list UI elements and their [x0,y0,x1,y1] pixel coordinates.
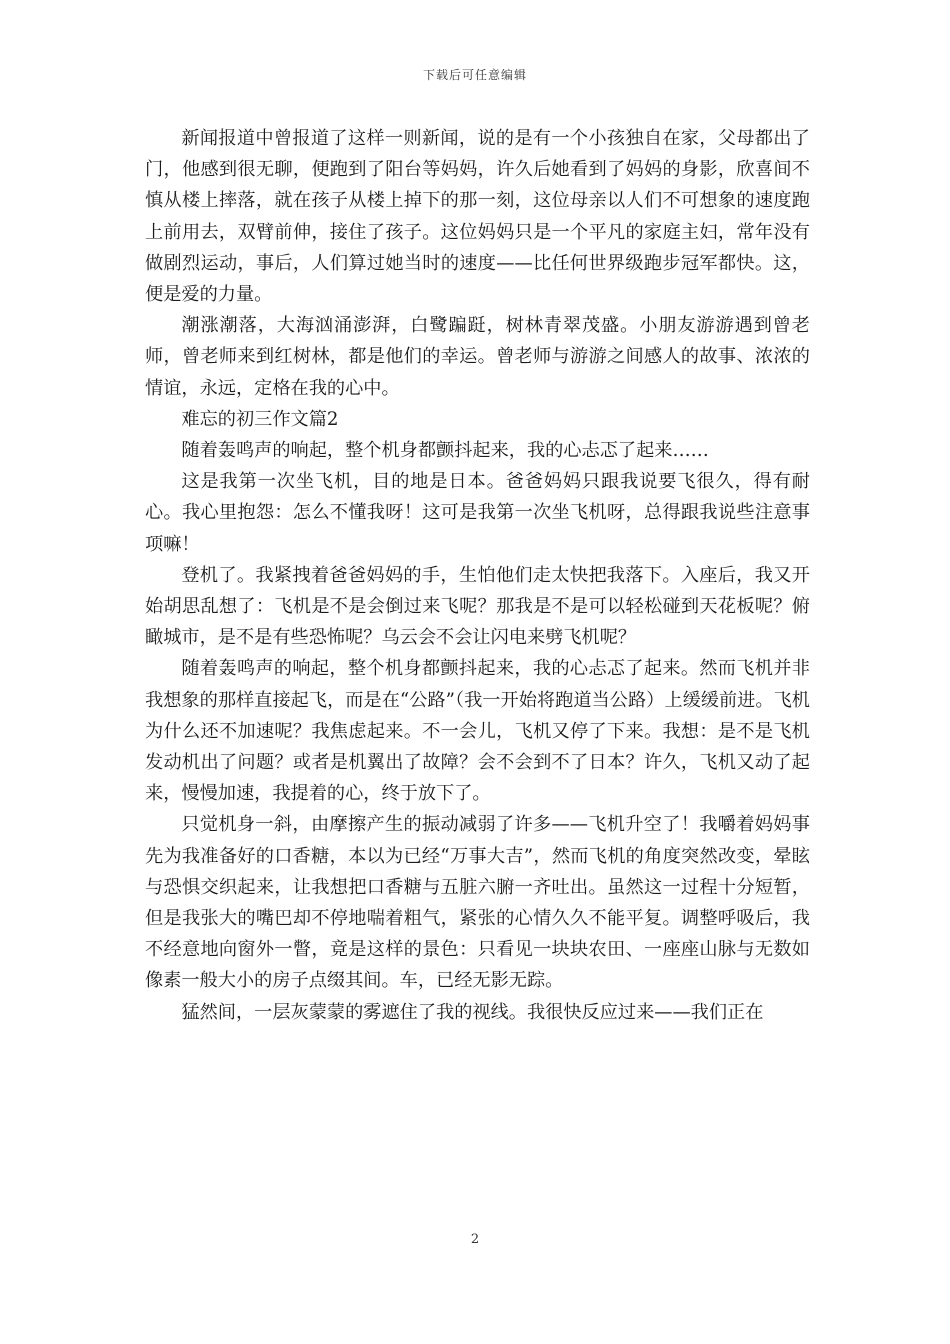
paragraph: 新闻报道中曾报道了这样一则新闻，说的是有一个小孩独自在家，父母都出了门，他感到很无聊，便跑到了阳台等妈妈，许久后她看到了妈妈的身影，欣喜间不慎从楼上摔落，就在孩子从楼上掉下的那一刻，这位母亲以人们不可想象的速度跑上前用去，双臂前伸，接住了孩子。这位妈妈只是一个平凡的家庭主妇，常年没有做剧烈运动，事后，人们算过她当时的速度——比任何世界级跑步冠军都快。这，便是爱的力量。 [145,128,810,306]
section-heading: 难忘的初三作文篇2 [181,408,339,430]
paragraph: 这是我第一次坐飞机，目的地是日本。爸爸妈妈只跟我说要飞很久，得有耐心。我心里抱怨：怎么不懂我呀！这可是我第一次坐飞机呀，总得跟我说些注意事项嘛！ [145,471,810,555]
page-header: 下载后可任意编辑 [422,68,527,82]
document-body [145,123,810,1028]
paragraph: 潮涨潮落，大海汹涌澎湃，白鹭蹁跹，树林青翠茂盛。小朋友游游遇到曾老师，曾老师来到红树林，都是他们的幸运。曾老师与游游之间感人的故事、浓浓的情谊，永远，定格在我的心中。 [145,315,810,399]
page-number: 2 [470,1232,480,1247]
paragraph: 随着轰鸣声的响起，整个机身都颤抖起来，我的心忐忑了起来。然而飞机并非我想象的那样直接起飞，而是在“公路”（我一开始将跑道当公路）上缓缓前进。飞机为什么还不加速呢？我焦虑起来。不一会儿，飞机又停了下来。我想：是不是飞机发动机出了问题？或者是机翼出了故障？会不会到不了日本？许久，飞机又动了起来，慢慢加速，我提着的心，终于放下了。 [145,658,810,805]
paragraph: 随着轰鸣声的响起，整个机身都颤抖起来，我的心忐忑了起来…… [181,440,709,462]
paragraph: 登机了。我紧拽着爸爸妈妈的手，生怕他们走太快把我落下。入座后，我又开始胡思乱想了：飞机是不是会倒过来飞呢？那我是不是可以轻松碰到天花板呢？俯瞰城市，是不是有些恐怖呢？乌云会不会让闪电来劈飞机呢？ [145,564,810,649]
paragraph: 只觉机身一斜，由摩擦产生的振动减弱了许多——飞机升空了！我嚼着妈妈事先为我准备好的口香糖，本以为已经“万事大吉”，然而飞机的角度突然改变，晕眩与恐惧交织起来，让我想把口香糖与五脏六腑一齐吐出。虽然这一过程十分短暂，但是我张大的嘴巴却不停地喘着粗气，紧张的心情久久不能平复。调整呼吸后，我不经意地向窗外一瞥，竟是这样的景色：只看见一块块农田、一座座山脉与无数如像素一般大小的房子点缀其间。车，已经无影无踪。 [145,814,810,992]
paragraph: 猛然间，一层灰蒙蒙的雾遮住了我的视线。我很快反应过来——我们正在 [181,1001,764,1023]
